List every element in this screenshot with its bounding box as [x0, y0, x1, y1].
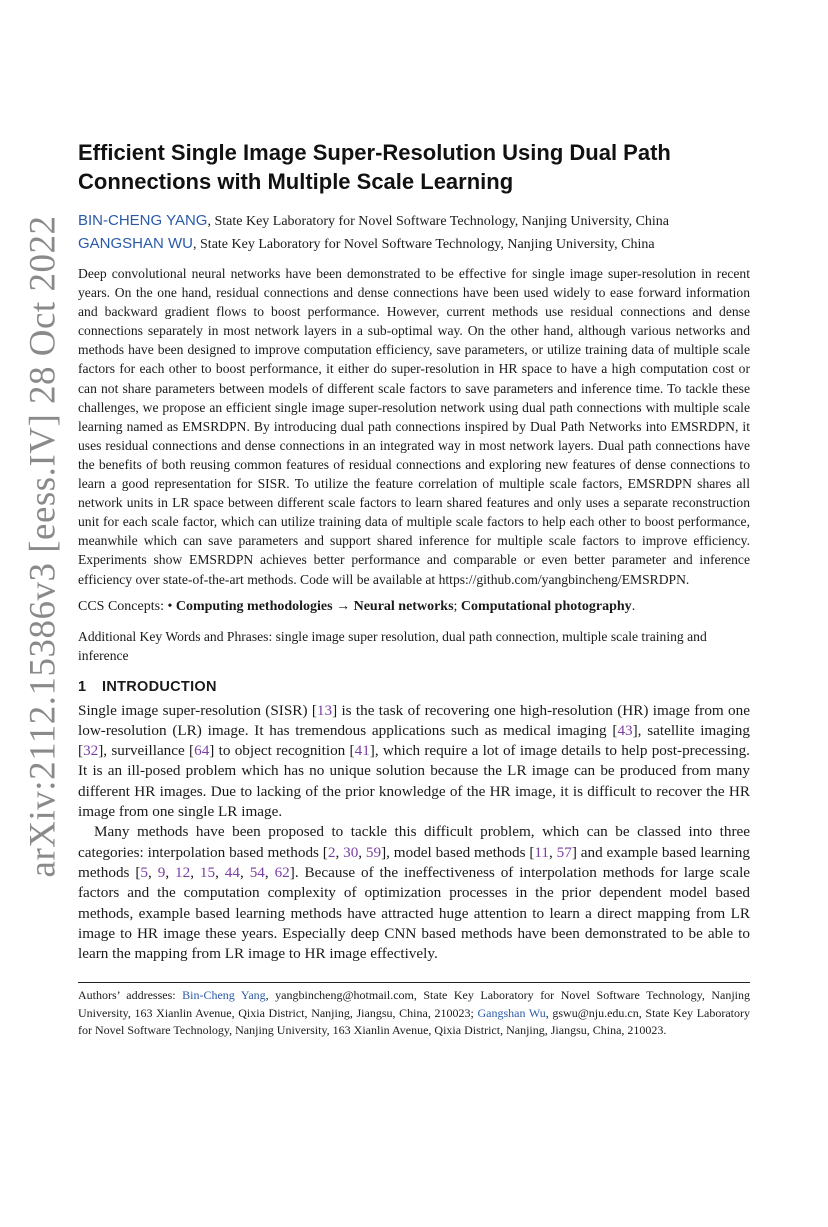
citation-link[interactable]: 59 [365, 843, 382, 861]
citation-link[interactable]: 12 [175, 863, 191, 881]
authors-addresses-footnote [78, 987, 750, 1040]
author-list [78, 210, 750, 256]
citation-link[interactable]: 15 [199, 863, 216, 881]
text-run: , [549, 843, 557, 861]
citation-link[interactable]: 54 [249, 863, 265, 881]
paper-title: Efficient Single Image Super-Resolution Using Dual Path Connections with Multiple Scale Learning [78, 140, 671, 194]
intro-paragraph-2 [78, 822, 750, 964]
text-run: , [239, 863, 250, 881]
text-run: , [215, 863, 225, 881]
citation-link[interactable]: 64 [194, 742, 210, 760]
citation-link[interactable]: 41 [354, 742, 370, 760]
ccs-arrow: → [332, 598, 354, 614]
ccs-prefix: CCS Concepts: • [78, 598, 176, 614]
text-run: , [190, 863, 200, 881]
text-run: , [264, 863, 275, 881]
arxiv-identifier-stamp [18, 215, 68, 877]
author-link[interactable]: Gangshan Wu [477, 1005, 546, 1020]
author-affiliation: , State Key Laboratory for Novel Software Technology, Nanjing University, China [207, 214, 670, 229]
keywords: Additional Key Words and Phrases: single image super resolution, dual path connection, multiple scale training and inference [78, 628, 707, 663]
text-run: , [148, 863, 158, 881]
footnote-rule [78, 982, 750, 983]
arxiv-identifier-text: arXiv:2112.15386v3 [eess.IV] 28 Oct 2022 [22, 215, 64, 877]
text-run: , gswu@nju.edu.cn, State Key Laboratory for Novel Software Technology, Nanjing University, 163 Xianlin Avenue, Qixia District, Nanjing, Jiangsu, China, 210023. [78, 1005, 751, 1038]
text-run: , [335, 843, 344, 861]
author-name[interactable]: GANGSHAN WU [78, 235, 194, 252]
ccs-concept: Computing methodologies [175, 598, 333, 614]
text-run: , [165, 863, 176, 881]
text-run: ] is the task of recovering one high-resolution (HR) image from one low-resolution (LR) image. It has tremendous applications such as medical imaging [ [78, 701, 750, 739]
text-run: ] to object recognition [ [209, 742, 355, 760]
author-entry [78, 233, 750, 256]
text-run: ], model based methods [ [381, 843, 535, 861]
section-number: 1 [78, 678, 87, 695]
author-link[interactable]: Bin-Cheng Yang [182, 988, 266, 1003]
text-run: Authors’ addresses: [78, 988, 183, 1003]
citation-link[interactable]: 5 [140, 863, 149, 881]
citation-link[interactable]: 32 [83, 742, 99, 760]
text-run: , [358, 843, 366, 861]
citation-link[interactable]: 44 [224, 863, 240, 881]
author-affiliation: , State Key Laboratory for Novel Software Technology, Nanjing University, China [193, 237, 655, 252]
text-run: Many methods have been proposed to tackle this difficult problem, which can be classed into three categories: interpolation based methods [ [78, 823, 750, 861]
author-entry [78, 210, 750, 233]
citation-link[interactable]: 62 [274, 863, 290, 881]
ccs-separator: ; [453, 598, 461, 614]
ccs-concept: Computational photography [460, 598, 632, 614]
text-run: ]. Because of the ineffectiveness of interpolation methods for large scale factors and the computation complexity of optimization processes in the prior dependent model based methods, example based learning methods have attracted huge attention to learn a direct mapping from LR image to HR image these years. Especially deep CNN based methods have been demonstrated to be able to learn the mapping from LR image to HR image effectively. [78, 863, 751, 963]
text-run: ] and example based learning methods [ [78, 843, 750, 881]
text-run: Single image super-resolution (SISR) [ [78, 701, 317, 719]
ccs-end: . [631, 598, 636, 614]
abstract: Deep convolutional neural networks have been demonstrated to be effective for single image super-resolution in recent years. On the one hand, residual connections and dense connections have been used widely to ease forward information and backward gradient flows to boost performance. However, current methods use residual connections and dense connections separately in most network layers in a sub-optimal way. On the other hand, although various networks and methods have been designed to improve computation efficiency, save parameters, or utilize training data of multiple scale factors for each other to boost performance, it either do super-resolution in HR space to have a high computation cost or can not share parameters between models of different scale factors to save parameters and inference time. To tackle these challenges, we propose an efficient single image super-resolution network using dual path connections with multiple scale learning named as EMSRDPN. By introducing dual path connections inspired by Dual Path Networks into EMSRDPN, it uses residual connections and dense connections in an integrated way in most network layers. Dual path connections have the benefits of both reusing common features of residual connections and exploring new features of dense connections to learn a good representation for SISR. To utilize the feature correlation of multiple scale factors, EMSRDPN shares all network units in LR space between different scale factors to learn shared features and only uses a separate reconstruction unit for each scale factor, which can utilize training data of multiple scale factors to help each other to boost performance, meanwhile which can save parameters and support shared inference for multiple scale factors to improve efficiency. Experiments show EMSRDPN achieves better performance and comparable or even better parameter and inference efficiency over state-of-the-art methods. Code will be available at https://github.com/yangbincheng/EMSRDPN. [78, 266, 750, 587]
text-run: ], surveillance [ [98, 742, 195, 760]
author-name[interactable]: BIN-CHENG YANG [78, 212, 208, 229]
citation-link[interactable]: 43 [617, 721, 633, 739]
text-run: ], satellite imaging [ [78, 721, 750, 760]
ccs-concepts [78, 597, 750, 617]
text-run: , yangbincheng@hotmail.com, State Key Laboratory for Novel Software Technology, Nanjing University, 163 Xianlin Avenue, Qixia District, Nanjing, Jiangsu, China, 210023; [78, 988, 751, 1020]
intro-paragraph-1 [78, 701, 750, 823]
ccs-concept: Neural networks [353, 598, 454, 614]
citation-link[interactable]: 30 [343, 843, 359, 861]
text-run: ], which require a lot of image details to help post-precessing. It is an ill-posed problem which has no unique solution because the LR image can be produced from many different HR images. Due to lacking of the prior knowledge of the HR image, it is difficult to recover the HR image from one single LR image. [78, 742, 750, 821]
citation-link[interactable]: 13 [316, 701, 333, 719]
paper-page [78, 138, 750, 1040]
citation-link[interactable]: 11 [534, 843, 550, 861]
section-heading [78, 679, 750, 695]
citation-link[interactable]: 9 [157, 863, 166, 881]
citation-link[interactable]: 57 [556, 843, 572, 861]
section-title: INTRODUCTION [102, 678, 217, 695]
citation-link[interactable]: 2 [327, 843, 336, 861]
